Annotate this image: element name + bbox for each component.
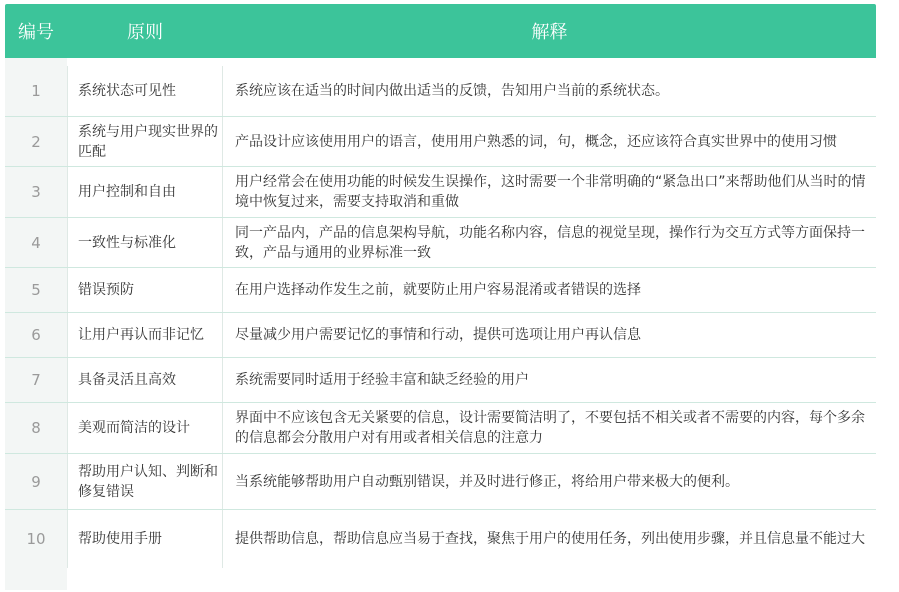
table-row (5, 268, 876, 313)
principles-table (5, 4, 876, 590)
row-number: 4 (5, 218, 68, 267)
row-description: 产品设计应该使用用户的语言，使用用户熟悉的词，句，概念，还应该符合真实世界中的使用习惯 (235, 133, 837, 150)
row-number: 7 (5, 358, 68, 402)
row-principle: 帮助使用手册 (68, 510, 223, 568)
row-principle: 系统状态可见性 (68, 66, 223, 116)
row-principle: 帮助用户认知、判断和修复错误 (68, 454, 223, 509)
table-row (5, 117, 876, 167)
row-number: 8 (5, 403, 68, 453)
row-principle: 用户控制和自由 (68, 167, 223, 217)
row-description: 当系统能够帮助用户自动甄别错误，并及时进行修正，将给用户带来极大的便利。 (235, 473, 739, 490)
row-description: 界面中不应该包含无关紧要的信息，设计需要简洁明了，不要包括不相关或者不需要的内容，每个多余的信息都会分散用户对有用或者相关信息的注意力 (235, 410, 865, 446)
table-row (5, 510, 876, 568)
row-description: 提供帮助信息，帮助信息应当易于查找，聚焦于用户的使用任务，列出使用步骤，并且信息量不能过大 (235, 531, 865, 547)
row-principle: 美观而简洁的设计 (68, 403, 223, 453)
table-row (5, 313, 876, 358)
row-description: 系统需要同时适用于经验丰富和缺乏经验的用户 (235, 372, 529, 388)
table-row (5, 218, 876, 268)
row-principle: 错误预防 (68, 268, 223, 312)
row-number: 10 (5, 510, 68, 568)
row-description: 同一产品内，产品的信息架构导航，功能名称内容，信息的视觉呈现，操作行为交互方式等方面保持一致，产品与通用的业界标准一致 (235, 224, 865, 261)
row-number: 3 (5, 167, 68, 217)
row-principle: 让用户再认而非记忆 (68, 313, 223, 357)
row-description: 用户经常会在使用功能的时候发生误操作，这时需要一个非常明确的“紧急出口”来帮助他们从当时的情境中恢复过来，需要支持取消和重做 (235, 174, 866, 210)
header-description: 解释 (531, 22, 568, 43)
header-spacer (5, 58, 876, 66)
row-description: 尽量减少用户需要记忆的事情和行动，提供可选项让用户再认信息 (235, 327, 641, 343)
row-number: 6 (5, 313, 68, 357)
row-description: 系统应该在适当的时间内做出适当的反馈，告知用户当前的系统状态。 (235, 83, 669, 99)
header-number: 编号 (18, 22, 54, 43)
table-row (5, 454, 876, 510)
table-header (5, 4, 876, 58)
row-principle: 系统与用户现实世界的匹配 (68, 117, 223, 166)
row-number: 9 (5, 454, 68, 509)
table-row (5, 66, 876, 117)
header-principle: 原则 (127, 22, 163, 43)
row-description: 在用户选择动作发生之前，就要防止用户容易混淆或者错误的选择 (235, 282, 641, 298)
table-row (5, 403, 876, 454)
row-number: 2 (5, 117, 68, 166)
table-row (5, 358, 876, 403)
table-footer-spacer (5, 568, 876, 590)
row-number: 1 (5, 66, 68, 116)
row-principle: 具备灵活且高效 (68, 358, 223, 402)
row-principle: 一致性与标准化 (68, 218, 223, 267)
table-row (5, 167, 876, 218)
row-number: 5 (5, 268, 68, 312)
